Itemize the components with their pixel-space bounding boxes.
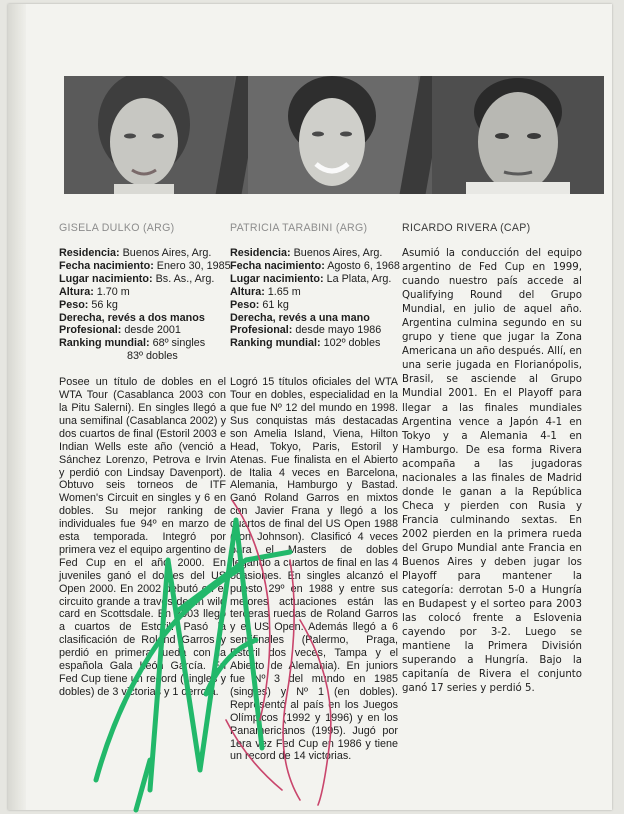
info-line: Peso: 56 kg [59, 298, 118, 311]
info-line: Peso: 61 kg [230, 298, 289, 311]
photo-patricia-tarabini [248, 76, 418, 194]
photo-gisela-dulko [64, 76, 234, 194]
player-name: PATRICIA TARABINI (ARG) [230, 222, 368, 234]
player-column-dulko [59, 222, 231, 699]
info-line: Fecha nacimiento: Enero 30, 1985 [59, 259, 231, 272]
photo-band [64, 76, 604, 194]
info-line: Ranking mundial: 102º dobles [230, 337, 381, 350]
captain-name: RICARDO RIVERA (CAP) [402, 222, 531, 234]
player-info [59, 247, 231, 363]
info-line: Lugar nacimiento: La Plata, Arg. [230, 272, 392, 285]
info-line: Altura: 1.65 m [230, 285, 301, 298]
info-line: Profesional: desde 2001 [59, 324, 181, 337]
player-name: GISELA DULKO (ARG) [59, 222, 175, 234]
player-column-tarabini [230, 222, 398, 763]
info-line: Fecha nacimiento: Agosto 6, 1968 [230, 259, 400, 272]
info-line: Residencia: Buenos Aires, Arg. [230, 247, 383, 259]
player-info [230, 247, 398, 363]
info-line-spacer [230, 350, 398, 363]
info-line: Derecha, revés a una mano [230, 311, 370, 324]
player-bio: Logró 15 títulos oficiales del WTA Tour en dobles, especialidad en la que fue Nº 12 del mundo en 1998. Sus conquistas más destacadas son Amelia Island, Viena, Hilton Head, Tokyo, Paris, Estoril y Atenas. Fue finalista en el Abierto de Italia 4 veces en Barcelona, Alemania, Hamburgo y Bastad. Ganó Roland Garros en mixtos con Javier Frana y llegó a los cuartos de final del US Open 1988 (con Johnson). Clasificó 4 veces para el Masters de dobles llegando a cuartos de final en las 4 ocasiones. En singles alcanzó el puesto 29º en 1988 y entre sus mejores actuaciones están las terceras ruedas de Roland Garros y el US Open. Además llegó a 6 semifinales (Palermo, Praga, Estoril dos veces, Tampa y el Abierto de Alemania). En juniors fue Nº 3 del mundo en 1985 (singles) y Nº 1 (en dobles). Representó al país en los Juegos Olímpicos (1992 y 1996) y en los Panamericanos (1995). Jugó por 1era vez Fed Cup en 1986 y tiene un record de 14 victorias. [230, 376, 398, 763]
photo-ricardo-rivera [432, 76, 604, 194]
player-bio: Posee un título de dobles en el WTA Tour (Casablanca 2003 con la Pitu Salerni). En singles llegó a una semifinal (Casablanca 2002) y dos cuartos de final (Estoril 2003 e Indian Wells este año (venció a Sánchez Lorenzo, Petrova e Irvin y perdió con Lindsay Davenport). Obtuvo seis torneos de ITF Women's Circuit en singles y 6 en dobles. Su mejor ranking de individuales fue 94º en marzo de esta temporada. Integró por primera vez el equipo argentino de Fed Cup en el año 2000. En juveniles ganó el dobles del US Open 2000. En 2002 debutó en el circuito grande a través de un wild card en Scottsdale. En 2003 llegó a cuartos de Estoril. Pasó la clasificación de Roland Garros y perdió en primera rueda con la española Gala León García. En Fed Cup tiene un record (singles y dobles) de 3 victorias y 1 derrota. [59, 376, 226, 698]
info-line: Derecha, revés a dos manos [59, 311, 205, 324]
binding-edge [8, 4, 26, 810]
info-line: Ranking mundial: 68º singles [59, 337, 206, 350]
info-line: Lugar nacimiento: Bs. As., Arg. [59, 272, 215, 285]
player-column-rivera [402, 222, 582, 697]
info-line: 83º dobles [127, 350, 178, 363]
info-line: Altura: 1.70 m [59, 285, 130, 298]
info-line: Residencia: Buenos Aires, Arg. [59, 247, 212, 259]
captain-bio: Asumió la conducción del equipo argentino de Fed Cup en 1999, cuando nuestro país accede al Qualifying Round del Grupo Mundial, en julio de aquel año. Argentina culmina segundo en su grupo y tiene que jugar la Zona Americana un año después. Allí, en una serie jugada en Florianópolis, Brasil, se asciende al Grupo Mundial 2001. En el Playoff para llegar a las finales mundiales Argentina vence a Japón 4-1 en Tokyo y a Alemania 4-1 en Hamburgo. De esa forma Rivera acompaña a las jugadoras nacionales a las finales de Madrid donde le ganan a la República Checa y pierden con Rusia y Francia culminando sextas. En 2002 pierden en la primera rueda del Grupo Mundial ante Francia en Buenos Aires y deben jugar los Playoff para mantener la categoría: derrotan 5-0 a Hungría en Budapest y el sorteo para 2003 las colocó frente a Eslovenia cayendo por 3-2. Luego se mantiene la Primera División superando a Hungría. Bajo la capitanía de Rivera el conjunto ganó 17 series y perdió 5. [402, 248, 582, 695]
info-line: Profesional: desde mayo 1986 [230, 324, 382, 337]
